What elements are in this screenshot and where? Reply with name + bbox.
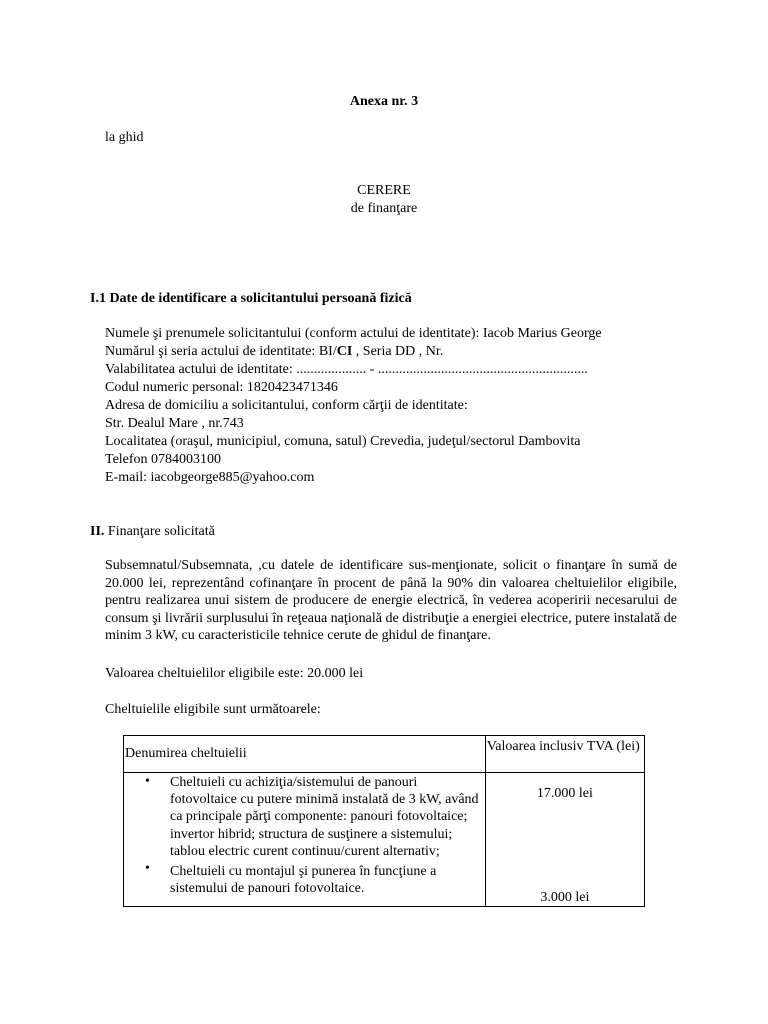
expense-value: 17.000 lei — [536, 786, 593, 801]
annex-title: Anexa nr. 3 — [349, 94, 419, 109]
section2-heading — [90, 524, 215, 540]
request-paragraph: Subsemnatul/Subsemnata, ,cu datele de identificare sus-menţionate, solicit o finanţare în sumă de 20.000 lei, reprezentând cofinanţare în procent de până la 90% din valoarea cheltuielilor eligibile, pentru realizarea unui sistem de producere de energie electrică, în vederea acoperirii necesarului de consum şi livrării surplusului în reţeaua naţională de distribuţie a energiei electrice, putere instalată de minim 3 kW, cu caracteristicile tehnice cerute de ghidul de finanţare. — [105, 558, 677, 643]
applicant-name-line: Numele şi prenumele solicitantului (conform actului de identitate): Iacob Marius George — [105, 326, 602, 341]
section2-number: II. — [90, 524, 105, 539]
id-document-label: Numărul şi seria actului de identitate: BI/ — [105, 344, 337, 359]
cnp-line: Codul numeric personal: 1820423471346 — [105, 380, 338, 395]
section2-title: Finanţare solicitată — [104, 524, 215, 539]
expense-item: • Cheltuieli cu montajul şi punerea în funcţiune a sistemului de panouri fotovoltaice. — [124, 860, 485, 898]
table-header-row — [124, 736, 645, 773]
section1-heading: I.1 Date de identificare a solicitantului persoană fizică — [90, 291, 412, 306]
id-validity-line: Valabilitatea actului de identitate: .................... - ............................................................ — [105, 362, 588, 377]
expenses-table — [123, 735, 645, 907]
header-cell-name: Denumirea cheltuielii — [124, 736, 486, 773]
expense-item: • Cheltuieli cu achiziţia/sistemului de panouri fotovoltaice cu putere minimă instalată de 3 kW, având ca principale părţi componente: panouri fotovoltaice; invertor hibrid; structura de susţinere a sistemului; tablou electric curent continuu/curent alternativ; — [124, 773, 485, 860]
email-line: E-mail: iacobgeorge885@yahoo.com — [105, 470, 315, 485]
id-type: CI — [336, 344, 353, 359]
table-row — [124, 773, 645, 907]
guide-label: la ghid — [105, 130, 144, 145]
expense-value: 3.000 lei — [540, 890, 590, 905]
document-title: CERERE — [357, 183, 411, 198]
phone-line: Telefon 0784003100 — [105, 452, 222, 467]
id-document-line — [105, 344, 443, 360]
eligible-value-line: Valoarea cheltuielilor eligibile este: 20.000 lei — [105, 666, 364, 681]
document-subtitle: de finanţare — [350, 201, 418, 216]
locality-line: Localitatea (oraşul, municipiul, comuna, satul) Crevedia, judeţul/sectorul Dambovita — [105, 434, 581, 449]
id-series: , Seria DD , Nr. — [352, 344, 444, 359]
values-cell — [485, 773, 644, 907]
items-cell — [124, 773, 486, 907]
eligible-intro-line: Cheltuielile eligibile sunt următoarele: — [105, 702, 321, 717]
header-cell-value: Valoarea inclusiv TVA (lei) — [485, 736, 644, 773]
address-label-line: Adresa de domiciliu a solicitantului, conform cărţii de identitate: — [105, 398, 468, 413]
street-line: Str. Dealul Mare , nr.743 — [105, 416, 244, 431]
